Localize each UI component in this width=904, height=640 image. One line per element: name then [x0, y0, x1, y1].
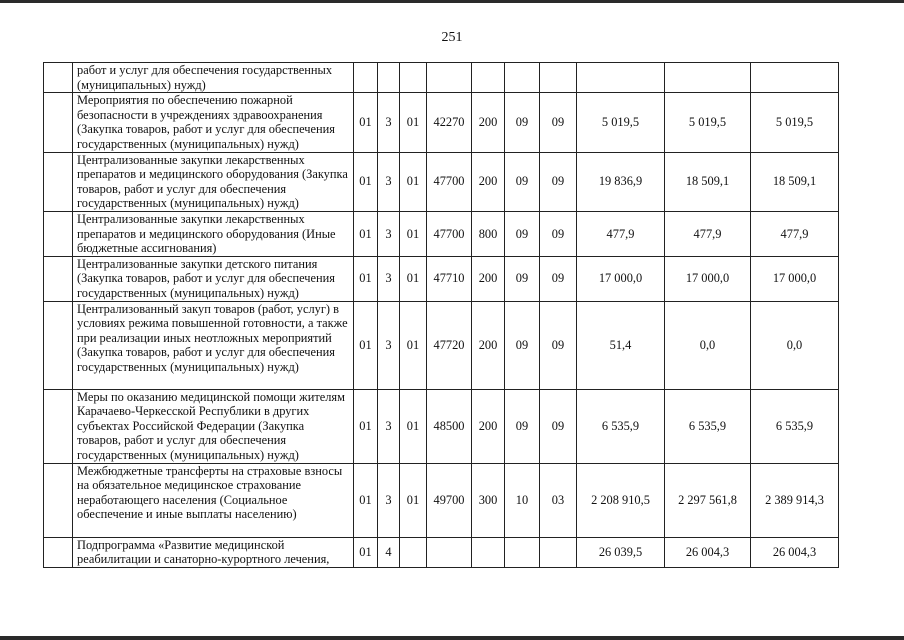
code-section: 09	[505, 256, 540, 301]
code-expense-type: 200	[472, 301, 505, 389]
code-subprogram: 3	[378, 152, 400, 211]
row-marker-cell	[44, 211, 73, 256]
code-section: 09	[505, 211, 540, 256]
budget-table	[43, 62, 839, 568]
code-activity: 01	[400, 152, 427, 211]
code-subprogram: 3	[378, 463, 400, 537]
code-program: 01	[354, 211, 378, 256]
code-subsection: 03	[540, 463, 577, 537]
row-description: Централизованные закупки лекарственных препаратов и медицинского оборудования (Иные бюджетные ассигнования)	[73, 211, 354, 256]
code-direction: 49700	[427, 463, 472, 537]
row-description: Централизованный закуп товаров (работ, услуг) в условиях режима повышенной готовности, а также при реализации иных неотложных мероприятий (Закупка товаров, работ и услуг для обеспечения государственных (муниципальных) нужд)	[73, 301, 354, 389]
table-row	[44, 537, 839, 567]
code-direction: 42270	[427, 93, 472, 152]
amount-year-1: 5 019,5	[577, 93, 665, 152]
code-activity: 01	[400, 301, 427, 389]
code-activity: 01	[400, 93, 427, 152]
code-subsection: 09	[540, 389, 577, 463]
amount-year-3: 5 019,5	[751, 93, 839, 152]
amount-year-1: 6 535,9	[577, 389, 665, 463]
code-program: 01	[354, 301, 378, 389]
code-section	[505, 537, 540, 567]
code-subprogram: 3	[378, 211, 400, 256]
amount-year-1: 51,4	[577, 301, 665, 389]
row-description: Централизованные закупки лекарственных препаратов и медицинского оборудования (Закупка товаров, работ и услуг для обеспечения государственных (муниципальных) нужд)	[73, 152, 354, 211]
amount-year-3: 6 535,9	[751, 389, 839, 463]
code-section: 09	[505, 301, 540, 389]
code-direction: 47710	[427, 256, 472, 301]
code-subprogram: 4	[378, 537, 400, 567]
code-direction: 48500	[427, 389, 472, 463]
row-description: Подпрограмма «Развитие медицинской реабилитации и санаторно-курортного лечения,	[73, 537, 354, 567]
table-row	[44, 389, 839, 463]
code-activity	[400, 63, 427, 93]
code-section: 09	[505, 93, 540, 152]
bottom-scan-rule	[0, 636, 904, 640]
amount-year-3	[751, 63, 839, 93]
code-program: 01	[354, 93, 378, 152]
code-subsection: 09	[540, 93, 577, 152]
table-row	[44, 152, 839, 211]
code-subprogram: 3	[378, 301, 400, 389]
row-description: работ и услуг для обеспечения государственных (муниципальных) нужд)	[73, 63, 354, 93]
code-subsection: 09	[540, 301, 577, 389]
amount-year-2: 0,0	[665, 301, 751, 389]
code-expense-type: 300	[472, 463, 505, 537]
amount-year-3: 2 389 914,3	[751, 463, 839, 537]
amount-year-3: 0,0	[751, 301, 839, 389]
code-direction: 47700	[427, 152, 472, 211]
code-program: 01	[354, 389, 378, 463]
amount-year-3: 477,9	[751, 211, 839, 256]
code-program	[354, 63, 378, 93]
code-program: 01	[354, 256, 378, 301]
row-marker-cell	[44, 389, 73, 463]
amount-year-3: 17 000,0	[751, 256, 839, 301]
amount-year-2	[665, 63, 751, 93]
code-direction	[427, 537, 472, 567]
code-activity: 01	[400, 463, 427, 537]
code-direction: 47720	[427, 301, 472, 389]
table-row	[44, 93, 839, 152]
code-activity: 01	[400, 256, 427, 301]
table-row	[44, 301, 839, 389]
code-expense-type: 200	[472, 152, 505, 211]
code-subsection: 09	[540, 152, 577, 211]
amount-year-3: 18 509,1	[751, 152, 839, 211]
code-expense-type	[472, 537, 505, 567]
row-description: Мероприятия по обеспечению пожарной безопасности в учреждениях здравоохранения (Закупка товаров, работ и услуг для обеспечения государственных (муниципальных) нужд)	[73, 93, 354, 152]
row-marker-cell	[44, 463, 73, 537]
page-number: 251	[441, 30, 463, 45]
amount-year-1: 19 836,9	[577, 152, 665, 211]
code-subprogram: 3	[378, 256, 400, 301]
row-marker-cell	[44, 63, 73, 93]
code-section: 09	[505, 389, 540, 463]
amount-year-2: 17 000,0	[665, 256, 751, 301]
row-marker-cell	[44, 152, 73, 211]
amount-year-2: 2 297 561,8	[665, 463, 751, 537]
code-subsection: 09	[540, 256, 577, 301]
amount-year-2: 26 004,3	[665, 537, 751, 567]
code-expense-type	[472, 63, 505, 93]
row-marker-cell	[44, 537, 73, 567]
row-marker-cell	[44, 256, 73, 301]
amount-year-2: 477,9	[665, 211, 751, 256]
code-subprogram: 3	[378, 93, 400, 152]
code-subprogram: 3	[378, 389, 400, 463]
code-section: 09	[505, 152, 540, 211]
amount-year-2: 5 019,5	[665, 93, 751, 152]
amount-year-3: 26 004,3	[751, 537, 839, 567]
amount-year-1: 2 208 910,5	[577, 463, 665, 537]
top-scan-rule	[0, 0, 904, 3]
code-subsection: 09	[540, 211, 577, 256]
code-activity	[400, 537, 427, 567]
code-activity: 01	[400, 389, 427, 463]
code-direction: 47700	[427, 211, 472, 256]
code-activity: 01	[400, 211, 427, 256]
code-expense-type: 200	[472, 256, 505, 301]
code-subsection	[540, 63, 577, 93]
row-marker-cell	[44, 301, 73, 389]
code-direction	[427, 63, 472, 93]
amount-year-1: 26 039,5	[577, 537, 665, 567]
table-row	[44, 256, 839, 301]
amount-year-1: 17 000,0	[577, 256, 665, 301]
code-section: 10	[505, 463, 540, 537]
row-description: Межбюджетные трансферты на страховые взносы на обязательное медицинское страхование неработающего населения (Социальное обеспечение и иные выплаты населению)	[73, 463, 354, 537]
amount-year-2: 6 535,9	[665, 389, 751, 463]
code-subprogram	[378, 63, 400, 93]
table-row	[44, 211, 839, 256]
code-section	[505, 63, 540, 93]
code-program: 01	[354, 537, 378, 567]
code-subsection	[540, 537, 577, 567]
table-row	[44, 463, 839, 537]
amount-year-2: 18 509,1	[665, 152, 751, 211]
row-description: Централизованные закупки детского питания (Закупка товаров, работ и услуг для обеспечения государственных (муниципальных) нужд)	[73, 256, 354, 301]
code-expense-type: 800	[472, 211, 505, 256]
code-program: 01	[354, 152, 378, 211]
code-program: 01	[354, 463, 378, 537]
code-expense-type: 200	[472, 389, 505, 463]
row-marker-cell	[44, 93, 73, 152]
amount-year-1	[577, 63, 665, 93]
code-expense-type: 200	[472, 93, 505, 152]
table-row	[44, 63, 839, 93]
amount-year-1: 477,9	[577, 211, 665, 256]
row-description: Меры по оказанию медицинской помощи жителям Карачаево-Черкесской Республики в других субъектах Российской Федерации (Закупка товаров, работ и услуг для обеспечения государственных (муниципальных) нужд)	[73, 389, 354, 463]
